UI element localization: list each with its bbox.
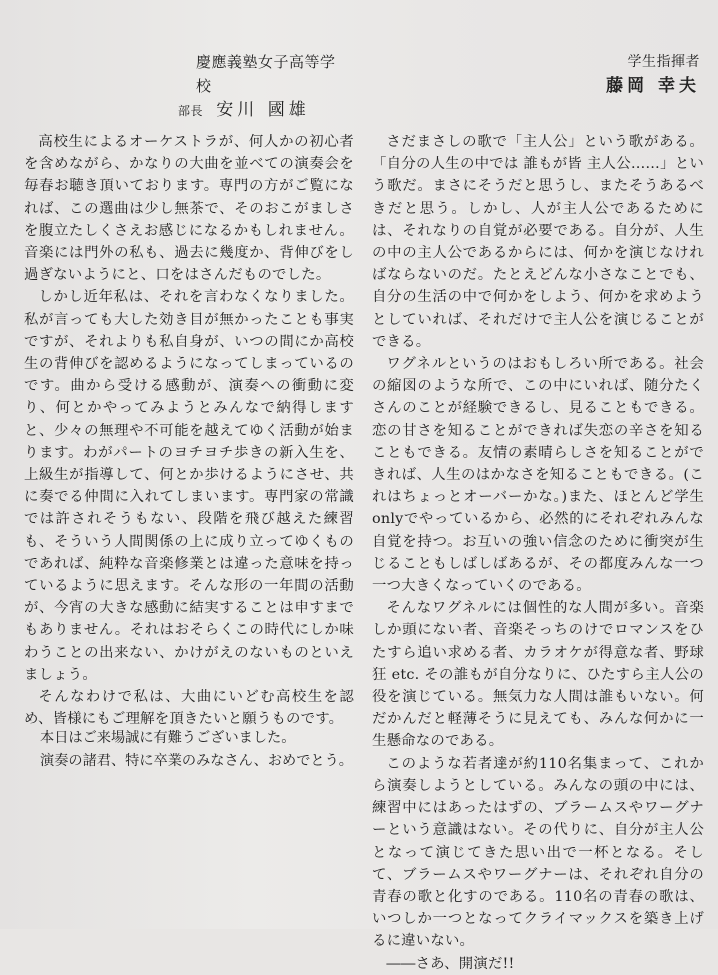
right-paragraph: さだまさしの歌で「主人公」という歌がある。「自分の人生の中では 誰もが皆 主人公……」という歌だ。まさにそうだと思うし、またそうあるべきだと思う。しかし、人が主人公であるためには、それなりの自覚が必要である。自分が、人生の中の主人公であるからには、何かを演じなければならないのだ。たとえどんな小さなことでも、自分の生活の中で何かをしよう、何かを求めようとしていれば、それだけで主人公を演じることができる。 [372,134,704,350]
closing-message [40,727,360,773]
right-author-role: 学生指揮者 [627,54,700,70]
organization-name: 慶應義塾女子高等学校 [196,53,336,95]
right-paragraph: そんなワグネルには個性的な人間が多い。音楽しか頭にない者、音楽そっちのけでロマンスをひたすら追い求める者、カラオケが得意な者、野球狂 etc. その誰もが自分なりに、ひたすら主人公の役を演じている。無気力な人間は誰もいない。何だかんだと軽薄そうに見えても、みんな何かに一生懸命なのである。 [372,600,704,750]
left-author-header [178,50,348,123]
closing-line: 演奏の諸君、特に卒業のみなさん、おめでとう。 [40,753,353,769]
left-author-line [178,98,348,123]
closing-line: 本日はご来場誠に有難うございました。 [40,730,296,746]
right-article [372,131,704,975]
right-author-name: 藤岡 幸夫 [606,76,700,96]
left-author-name: 安川 國雄 [216,100,310,120]
right-paragraph: ワグネルというのはおもしろい所である。社会の縮図のような所で、この中にいれば、随分たくさんのことが経験できるし、見ることもできる。恋の甘さを知ることができれば失恋の辛さを知ることもできる。友情の素晴らしさを知ることができれば、人生のはかなさを知ることもできる。(これはちょっとオーバーかな。)また、ほとんど学生onlyでやっているから、必然的にそれぞれみんな自覚を持つ。お互いの強い信念のために衝突が生じることもしばしばあるが、その都度みんな一つ一つ大きくなっていくのである。 [372,356,704,595]
left-paragraph: 高校生によるオーケストラが、何人かの初心者を含めながら、かなりの大曲を並べての演奏会を毎春お聴き頂いております。専門の方がご覧になれば、この選曲は少し無茶で、そのおこがましさを腹立たしくさえお感じになるかもしれません。音楽には門外の私も、過去に幾度か、背伸びをし過ぎないようにと、口をはさんだものでした。 [24,134,354,284]
left-paragraph: しかし近年私は、それを言わなくなりました。私が言っても大した効き目が無かったことも事実ですが、それよりも私自身が、いつの間にか高校生の背伸びを認めるようになってしまっているのです。曲から受ける感動が、演奏への衝動に変り、何とかやってみようとみんなで納得しますと、少々の無理や不可能を越えてゆく活動が始まります。わがパートのヨチヨチ歩きの新入生を、上級生が指導して、何とか歩けるようにさせ、共に奏でる仲間に入れてしまいます。専門家の常識では許されそうもない、段階を飛び越えた練習も、そういう人間関係の上に成り立ってゆくものであれば、純粋な音楽修業とは違った意味を持っているように思えます。そんな形の一年間の活動が、今宵の大きな感動に結実することは申すまでもありません。それはおそらくこの時代にしか味わうことの出来ない、かけがえのないものといえましょう。 [24,289,354,683]
right-paragraph: このような若者達が約110名集まって、これから演奏しようとしている。みんなの頭の中には、練習中にはあったはずの、ブラームスやワーグナーという意識はない。その代りに、自分が主人公となって演じてきた思い出で一杯となる。そして、ブラームスやワーグナーは、それぞれ自分の青春の歌と化すのである。110名の青春の歌は、いつしか一つとなってクライマックスを築き上げるに違いない。 [372,755,704,950]
right-author-header [540,50,700,98]
left-paragraph: そんなわけで私は、大曲にいどむ高校生を認め、皆様にもご理解を頂きたいと願うものです。 [24,689,354,728]
left-author-role: 部長 [178,104,204,118]
right-signoff: ――さあ、開演だ!! [386,955,515,972]
left-article [24,131,354,730]
